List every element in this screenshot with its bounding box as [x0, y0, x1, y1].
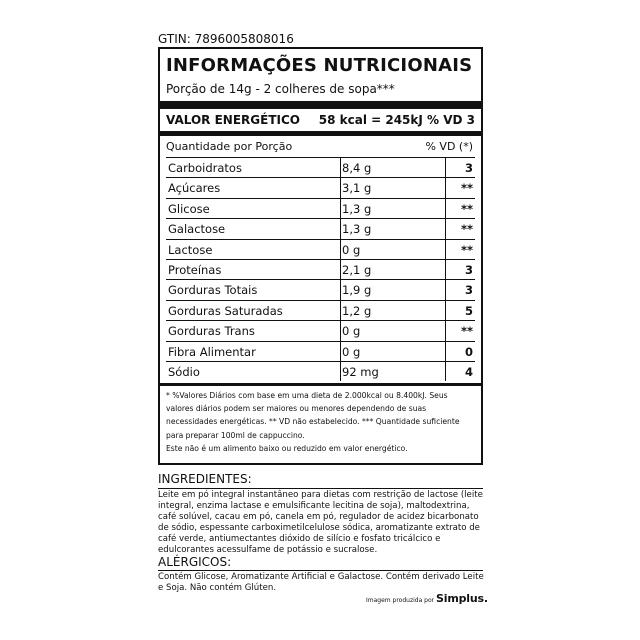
nutrient-name: Gorduras Totais: [168, 283, 258, 298]
thick-divider: [160, 383, 481, 386]
column-divider: [445, 240, 446, 259]
credit-prefix: Imagem produzida por: [366, 597, 435, 604]
nutrient-name: Sódio: [168, 364, 200, 379]
nutrient-name: Lactose: [168, 242, 213, 257]
nutrient-vd: 4: [464, 364, 473, 379]
column-divider: [445, 321, 446, 340]
credit-brand: Simplus.: [436, 592, 488, 605]
column-divider: [340, 362, 341, 381]
nutrient-vd: **: [460, 181, 473, 196]
quantity-header: [166, 140, 473, 153]
nutrient-value: 0 g: [342, 324, 361, 339]
nutrient-vd: **: [460, 201, 473, 216]
column-divider: [340, 199, 341, 218]
footnote-main: * %Valores Diários com base em uma dieta de 2.000kcal ou 8.400kJ. Seus valores diários podem ser maiores ou menores dependendo de suas necessidades energéticas. ** VD não estabelecido. *** Quantidade suficiente para preparar 100ml de cappuccino.: [166, 391, 460, 440]
nutrient-vd: **: [460, 242, 473, 257]
column-divider: [340, 158, 341, 177]
nutrient-value: 8,4 g: [342, 161, 372, 175]
nutrient-value: 3,1 g: [342, 181, 372, 196]
column-divider: [340, 178, 341, 197]
portion-size: Porção de 14g - 2 colheres de sopa***: [166, 82, 395, 96]
energy-label: VALOR ENERGÉTICO: [166, 113, 300, 127]
nutrient-name: Açúcares: [168, 181, 221, 196]
energy-row: [166, 113, 475, 127]
column-divider: [340, 219, 341, 238]
thick-divider: [160, 131, 481, 136]
quantity-label: Quantidade por Porção: [166, 140, 293, 153]
gtin-code: GTIN: 7896005808016: [158, 32, 294, 46]
nutrient-row: [166, 341, 475, 361]
column-divider: [340, 301, 341, 320]
nutrient-name: Fibra Alimentar: [168, 344, 256, 359]
column-divider: [445, 260, 446, 279]
nutrient-vd: 5: [464, 303, 473, 318]
allergens-title: ALÉRGICOS:: [158, 555, 232, 569]
column-divider: [445, 199, 446, 218]
nutrient-rows: [166, 157, 475, 381]
column-divider: [445, 301, 446, 320]
vd-label: % VD (*): [425, 140, 473, 153]
nutrient-row: [166, 300, 475, 320]
nutrient-value: 1,9 g: [342, 283, 372, 298]
nutrient-name: Carboidratos: [168, 161, 242, 175]
nutrient-vd: 3: [464, 283, 473, 298]
nutrient-name: Proteínas: [168, 262, 222, 277]
energy-value: 58 kcal = 245kJ % VD 3: [318, 113, 475, 127]
nutrient-value: 92 mg: [342, 364, 379, 379]
nutrient-value: 1,2 g: [342, 303, 372, 318]
image-credit: [366, 592, 488, 605]
footnote-energy: Este não é um alimento baixo ou reduzido em valor energético.: [166, 443, 408, 453]
column-divider: [340, 321, 341, 340]
nutrient-row: [166, 218, 475, 238]
nutrient-value: 2,1 g: [342, 262, 372, 277]
nutrient-vd: 3: [464, 262, 473, 277]
nutrient-row: [166, 198, 475, 218]
footnotes: [166, 389, 475, 455]
column-divider: [445, 219, 446, 238]
column-divider: [340, 240, 341, 259]
column-divider: [445, 342, 446, 361]
nutrient-name: Gorduras Saturadas: [168, 303, 283, 318]
nutrient-row: [166, 177, 475, 197]
nutrient-value: 1,3 g: [342, 222, 372, 237]
nutrient-vd: 0: [464, 344, 473, 359]
nutrient-value: 0 g: [342, 344, 361, 359]
divider: [158, 570, 483, 571]
column-divider: [445, 158, 446, 177]
nutrient-vd: **: [460, 324, 473, 339]
ingredients-text: Leite em pó integral instantâneo para dietas com restrição de lactose (leite integral, enzima lactase e emulsificante lecitina de soja), maltodextrina, café solúvel, cacau em pó, canela em pó, regulador de acidez bicarbonato de sódio, espessante carboximetilcelulose sódica, aromatizante extrato de café verde, antiumectantes dióxido de silício e fosfato tricálcico e edulcorantes acessulfame de potássio e sucralose.: [158, 490, 483, 555]
column-divider: [340, 342, 341, 361]
nutrient-value: 0 g: [342, 242, 361, 257]
column-divider: [340, 260, 341, 279]
nutrient-vd: **: [460, 222, 473, 237]
nutrient-row: [166, 361, 475, 381]
thick-divider: [160, 101, 481, 109]
nutrient-row: [166, 320, 475, 340]
column-divider: [445, 178, 446, 197]
nutrient-row: [166, 239, 475, 259]
nutrient-value: 1,3 g: [342, 201, 372, 216]
table-title: INFORMAÇÕES NUTRICIONAIS: [166, 55, 473, 76]
column-divider: [340, 280, 341, 299]
column-divider: [445, 362, 446, 381]
nutrient-row: [166, 259, 475, 279]
allergens-text: Contém Glicose, Aromatizante Artificial e Galactose. Contém derivado Leite e Soja. Não contém Glúten.: [158, 572, 484, 593]
nutrient-name: Galactose: [168, 222, 226, 237]
nutrient-row: [166, 279, 475, 299]
column-divider: [445, 280, 446, 299]
nutrient-row: [166, 157, 475, 177]
divider: [158, 488, 483, 489]
ingredients-title: INGREDIENTES:: [158, 472, 252, 486]
nutrient-name: Glicose: [168, 201, 210, 216]
nutrition-facts-table: [158, 47, 483, 465]
nutrient-vd: 3: [464, 161, 473, 175]
nutrient-name: Gorduras Trans: [168, 324, 255, 339]
